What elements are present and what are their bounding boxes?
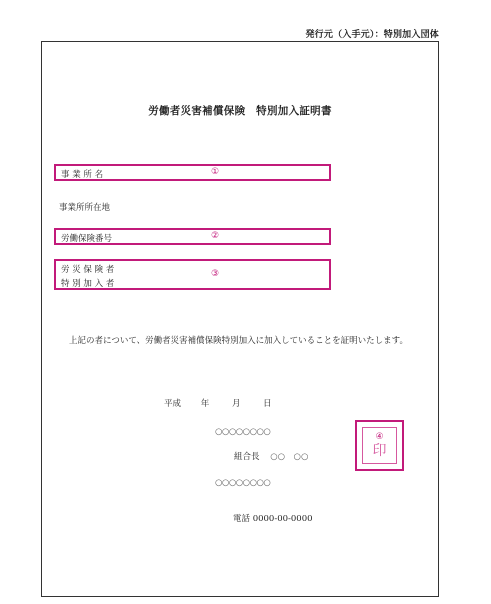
chairman-name: ○○ ○○ [270, 452, 309, 462]
date-era: 平成 [164, 399, 182, 409]
seal-stamp-icon [362, 427, 397, 464]
certification-statement: 上記の者について、労働者災害補償保険特別加入に加入していることを証明いたします。 [69, 336, 408, 346]
insurance-number-mark: ② [211, 231, 220, 241]
date-line [164, 397, 272, 409]
business-address-label: 事業所所在地 [59, 203, 111, 213]
special-member-mark: ③ [211, 269, 220, 279]
seal-box [355, 420, 404, 471]
chairman-title: 組合長 [234, 452, 260, 462]
date-day-unit: 日 [263, 399, 272, 409]
insurance-number-label: 労働保険番号 [61, 234, 113, 244]
seal-char: 印 [372, 443, 387, 459]
insurance-number-field[interactable] [54, 228, 331, 245]
certificate-sheet [41, 41, 439, 597]
special-member-label-line2: 特 別 加 入 者 [61, 279, 115, 289]
certificate-title: 労働者災害補償保険 特別加入証明書 [148, 105, 332, 117]
special-member-field[interactable] [54, 259, 331, 290]
issuer-label: 発行元（入手元）：特別加入団体 [305, 30, 439, 40]
date-month-unit: 月 [231, 399, 241, 409]
phone-number: 電話 0000-00-0000 [233, 514, 313, 524]
chairman-line [234, 450, 308, 462]
association-address: ○○○○○○○○ [215, 478, 271, 488]
business-name-field[interactable] [54, 164, 331, 181]
business-name-label: 事 業 所 名 [61, 170, 104, 180]
association-name: ○○○○○○○○ [215, 427, 271, 437]
business-name-mark: ① [211, 167, 220, 177]
seal-number: ④ [375, 432, 384, 442]
date-year-unit: 年 [200, 399, 210, 409]
special-member-label-line1: 労 災 保 険 者 [61, 265, 115, 275]
